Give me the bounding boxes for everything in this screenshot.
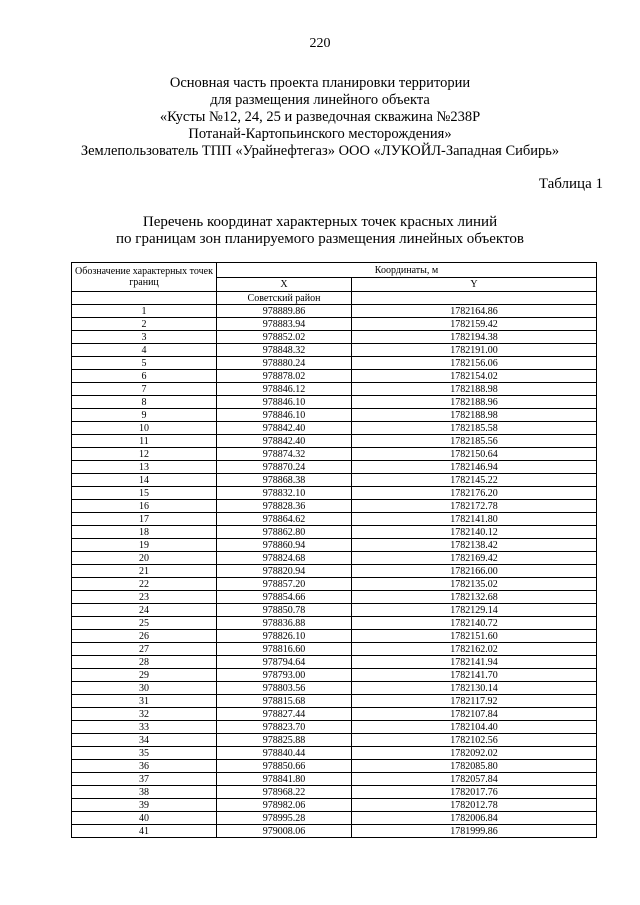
point-number: 9 <box>72 409 217 422</box>
y-value: 1782188.98 <box>352 383 597 396</box>
table-row <box>72 318 597 331</box>
header-line: Основная часть проекта планировки территории <box>169 75 471 91</box>
point-number: 30 <box>72 682 217 695</box>
x-value: 978848.32 <box>217 344 352 357</box>
y-value: 1782104.40 <box>352 721 597 734</box>
district-empty-cell <box>352 292 597 305</box>
table-row <box>72 786 597 799</box>
x-value: 978883.94 <box>217 318 352 331</box>
point-number: 22 <box>72 578 217 591</box>
table-row <box>72 357 597 370</box>
y-value: 1782107.84 <box>352 708 597 721</box>
table-row <box>72 708 597 721</box>
table-row <box>72 552 597 565</box>
y-value: 1782162.02 <box>352 643 597 656</box>
table-row <box>72 721 597 734</box>
y-value: 1782141.80 <box>352 513 597 526</box>
page-number: 220 <box>309 36 331 51</box>
point-number: 6 <box>72 370 217 383</box>
y-value: 1782194.38 <box>352 331 597 344</box>
table-row <box>72 409 597 422</box>
point-number: 20 <box>72 552 217 565</box>
x-value: 978824.68 <box>217 552 352 565</box>
point-number: 18 <box>72 526 217 539</box>
table-row <box>72 617 597 630</box>
x-value: 978846.10 <box>217 396 352 409</box>
x-value: 978846.12 <box>217 383 352 396</box>
table-header-row <box>72 263 597 278</box>
table-label: Таблица 1 <box>538 176 603 192</box>
y-value: 1782145.22 <box>352 474 597 487</box>
table-row <box>72 513 597 526</box>
x-column-header: X <box>217 278 352 292</box>
table-row <box>72 578 597 591</box>
y-value: 1782017.76 <box>352 786 597 799</box>
table-row <box>72 656 597 669</box>
table-row <box>72 487 597 500</box>
point-number: 1 <box>72 305 217 318</box>
y-value: 1782176.20 <box>352 487 597 500</box>
point-number: 33 <box>72 721 217 734</box>
y-column-header: Y <box>352 278 597 292</box>
table-row <box>72 383 597 396</box>
y-value: 1782141.70 <box>352 669 597 682</box>
y-value: 1782156.06 <box>352 357 597 370</box>
table-row <box>72 682 597 695</box>
point-number: 8 <box>72 396 217 409</box>
x-value: 978852.02 <box>217 331 352 344</box>
table-row <box>72 448 597 461</box>
x-value: 978841.80 <box>217 773 352 786</box>
point-number: 37 <box>72 773 217 786</box>
y-value: 1782159.42 <box>352 318 597 331</box>
x-value: 978823.70 <box>217 721 352 734</box>
x-value: 978860.94 <box>217 539 352 552</box>
x-value: 978815.68 <box>217 695 352 708</box>
point-number: 7 <box>72 383 217 396</box>
table-row <box>72 474 597 487</box>
x-value: 978880.24 <box>217 357 352 370</box>
x-value: 978840.44 <box>217 747 352 760</box>
point-number: 25 <box>72 617 217 630</box>
table-row <box>72 643 597 656</box>
point-number: 26 <box>72 630 217 643</box>
point-number: 5 <box>72 357 217 370</box>
point-number: 13 <box>72 461 217 474</box>
point-number: 17 <box>72 513 217 526</box>
district-name: Советский район <box>217 292 352 305</box>
y-value: 1782188.96 <box>352 396 597 409</box>
list-title-line: по границам зон планируемого размещения линейных объектов <box>116 231 524 247</box>
table-row <box>72 760 597 773</box>
y-value: 1782164.86 <box>352 305 597 318</box>
y-value: 1782006.84 <box>352 812 597 825</box>
point-number: 23 <box>72 591 217 604</box>
y-value: 1782191.00 <box>352 344 597 357</box>
point-number: 16 <box>72 500 217 513</box>
x-value: 978820.94 <box>217 565 352 578</box>
table-row <box>72 344 597 357</box>
point-number: 10 <box>72 422 217 435</box>
point-number: 29 <box>72 669 217 682</box>
x-value: 978803.56 <box>217 682 352 695</box>
y-value: 1782172.78 <box>352 500 597 513</box>
y-value: 1782140.12 <box>352 526 597 539</box>
y-value: 1782135.02 <box>352 578 597 591</box>
x-value: 978816.60 <box>217 643 352 656</box>
point-number: 38 <box>72 786 217 799</box>
point-number: 24 <box>72 604 217 617</box>
x-value: 978827.44 <box>217 708 352 721</box>
point-number: 27 <box>72 643 217 656</box>
header-line: «Кусты №12, 24, 25 и разведочная скважина №238Р <box>159 109 481 125</box>
y-value: 1782188.98 <box>352 409 597 422</box>
table-row <box>72 591 597 604</box>
point-number: 40 <box>72 812 217 825</box>
point-number: 21 <box>72 565 217 578</box>
x-value: 978995.28 <box>217 812 352 825</box>
table-row <box>72 370 597 383</box>
y-value: 1782102.56 <box>352 734 597 747</box>
table-row <box>72 396 597 409</box>
table-row <box>72 669 597 682</box>
table-row <box>72 799 597 812</box>
y-value: 1782185.58 <box>352 422 597 435</box>
x-value: 978842.40 <box>217 422 352 435</box>
x-value: 978864.62 <box>217 513 352 526</box>
table-row <box>72 435 597 448</box>
point-number: 39 <box>72 799 217 812</box>
table-row <box>72 526 597 539</box>
x-value: 978982.06 <box>217 799 352 812</box>
point-number: 2 <box>72 318 217 331</box>
x-value: 978825.88 <box>217 734 352 747</box>
list-title-line: Перечень координат характерных точек красных линий <box>142 214 498 230</box>
point-number: 34 <box>72 734 217 747</box>
x-value: 978850.66 <box>217 760 352 773</box>
point-number: 19 <box>72 539 217 552</box>
point-column-header: Обозначение характерных точек границ <box>72 263 217 292</box>
y-value: 1782130.14 <box>352 682 597 695</box>
coordinates-table <box>71 262 597 838</box>
y-value: 1782154.02 <box>352 370 597 383</box>
y-value: 1782146.94 <box>352 461 597 474</box>
point-number: 36 <box>72 760 217 773</box>
district-empty-cell <box>72 292 217 305</box>
y-value: 1781999.86 <box>352 825 597 838</box>
table-row <box>72 422 597 435</box>
y-value: 1782057.84 <box>352 773 597 786</box>
y-value: 1782132.68 <box>352 591 597 604</box>
y-value: 1782169.42 <box>352 552 597 565</box>
x-value: 978889.86 <box>217 305 352 318</box>
district-row <box>72 292 597 305</box>
point-number: 14 <box>72 474 217 487</box>
y-value: 1782129.14 <box>352 604 597 617</box>
point-number: 35 <box>72 747 217 760</box>
y-value: 1782185.56 <box>352 435 597 448</box>
x-value: 978832.10 <box>217 487 352 500</box>
table-row <box>72 565 597 578</box>
x-value: 978828.36 <box>217 500 352 513</box>
x-value: 979008.06 <box>217 825 352 838</box>
y-value: 1782151.60 <box>352 630 597 643</box>
x-value: 978868.38 <box>217 474 352 487</box>
table-row <box>72 825 597 838</box>
x-value: 978793.00 <box>217 669 352 682</box>
x-value: 978968.22 <box>217 786 352 799</box>
x-value: 978870.24 <box>217 461 352 474</box>
table-row <box>72 695 597 708</box>
x-value: 978846.10 <box>217 409 352 422</box>
document-header <box>0 75 640 160</box>
table-row <box>72 500 597 513</box>
header-line: для размещения линейного объекта <box>210 92 430 108</box>
y-value: 1782140.72 <box>352 617 597 630</box>
x-value: 978854.66 <box>217 591 352 604</box>
coordinates-column-header: Координаты, м <box>217 263 597 278</box>
y-value: 1782085.80 <box>352 760 597 773</box>
point-number: 31 <box>72 695 217 708</box>
table-row <box>72 734 597 747</box>
x-value: 978826.10 <box>217 630 352 643</box>
y-value: 1782141.94 <box>352 656 597 669</box>
table-row <box>72 747 597 760</box>
table-row <box>72 305 597 318</box>
table-row <box>72 773 597 786</box>
x-value: 978842.40 <box>217 435 352 448</box>
x-value: 978878.02 <box>217 370 352 383</box>
point-number: 28 <box>72 656 217 669</box>
y-value: 1782012.78 <box>352 799 597 812</box>
point-number: 32 <box>72 708 217 721</box>
table-row <box>72 461 597 474</box>
table-row <box>72 331 597 344</box>
y-value: 1782138.42 <box>352 539 597 552</box>
point-number: 41 <box>72 825 217 838</box>
point-number: 4 <box>72 344 217 357</box>
table-row <box>72 604 597 617</box>
x-value: 978836.88 <box>217 617 352 630</box>
x-value: 978857.20 <box>217 578 352 591</box>
list-title <box>0 214 640 248</box>
table-row <box>72 539 597 552</box>
table-row <box>72 812 597 825</box>
table-row <box>72 630 597 643</box>
y-value: 1782117.92 <box>352 695 597 708</box>
y-value: 1782092.02 <box>352 747 597 760</box>
header-line: Землепользователь ТПП «Урайнефтегаз» ООО «ЛУКОЙЛ-Западная Сибирь» <box>80 143 560 159</box>
point-number: 15 <box>72 487 217 500</box>
x-value: 978850.78 <box>217 604 352 617</box>
y-value: 1782166.00 <box>352 565 597 578</box>
x-value: 978862.80 <box>217 526 352 539</box>
header-line: Потанай-Картопьинского месторождения» <box>188 126 452 142</box>
point-number: 11 <box>72 435 217 448</box>
y-value: 1782150.64 <box>352 448 597 461</box>
point-number: 12 <box>72 448 217 461</box>
x-value: 978794.64 <box>217 656 352 669</box>
table-body <box>72 292 597 838</box>
point-number: 3 <box>72 331 217 344</box>
x-value: 978874.32 <box>217 448 352 461</box>
